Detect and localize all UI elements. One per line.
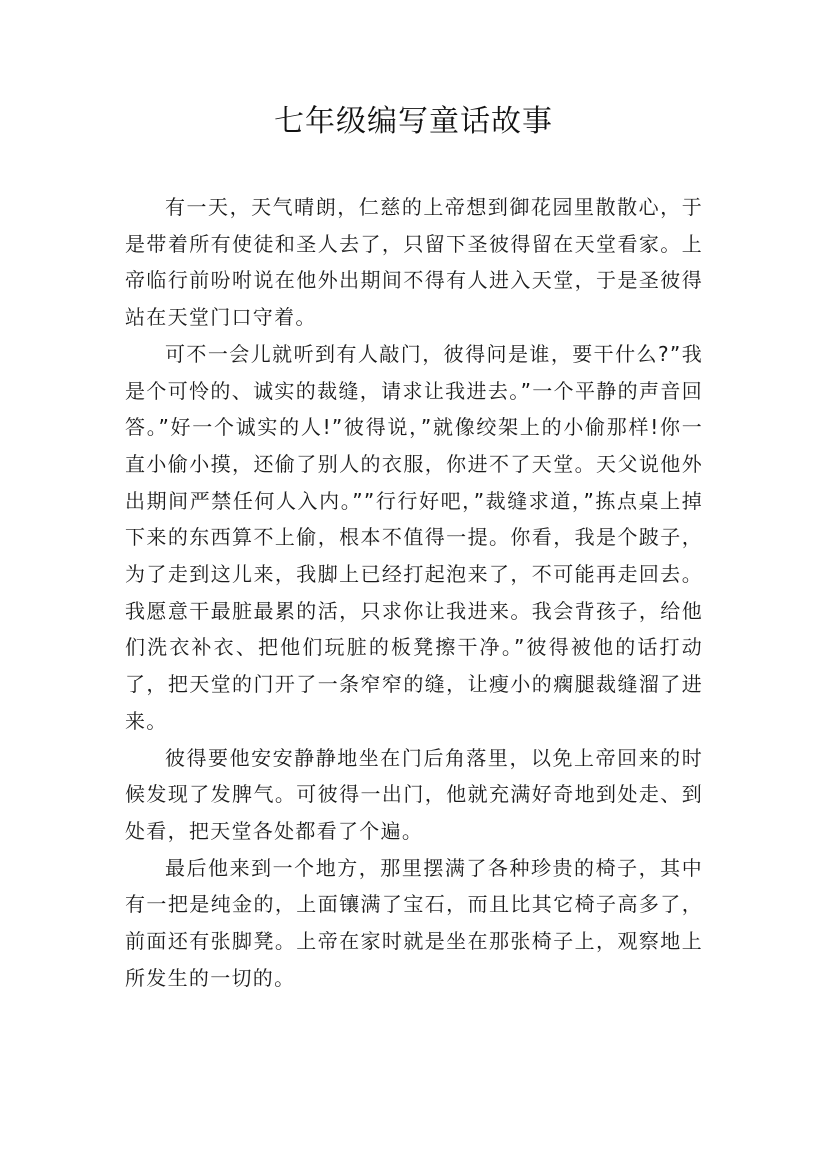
paragraph-1: 有一天，天气晴朗，仁慈的上帝想到御花园里散散心，于是带着所有使徒和圣人去了，只留下圣彼得留在天堂看家。上帝临行前吩咐说在他外出期间不得有人进入天堂，于是圣彼得站在天堂门口守着。 [125,195,703,330]
paragraph-3: 彼得要他安安静静地坐在门后角落里，以免上帝回来的时候发现了发脾气。可彼得一出门，他就充满好奇地到处走、到处看，把天堂各处都看了个遍。 [125,745,703,843]
paragraph-2: 可不一会儿就听到有人敲门，彼得问是谁，要干什么?”我是个可怜的、诚实的裁缝，请求让我进去。”一个平静的声音回答。”好一个诚实的人!”彼得说，”就像绞架上的小偷那样!你一直小偷小摸，还偷了别人的衣服，你进不了天堂。天父说他外出期间严禁任何人入内。””行行好吧，”裁缝求道，”拣点桌上掉下来的东西算不上偷，根本不值得一提。你看，我是个跛子，为了走到这儿来，我脚上已经打起泡来了，不可能再走回去。我愿意干最脏最累的活，只求你让我进来。我会背孩子，给他们洗衣补衣、把他们玩脏的板凳擦干净。”彼得被他的话打动了，把天堂的门开了一条窄窄的缝，让瘦小的瘸腿裁缝溜了进来。 [125,341,703,733]
document-title: 七年级编写童话故事 [274,104,553,139]
document-body [125,189,703,996]
paragraph-4: 最后他来到一个地方，那里摆满了各种珍贵的椅子，其中有一把是纯金的，上面镶满了宝石，而且比其它椅子高多了，前面还有张脚凳。上帝在家时就是坐在那张椅子上，观察地上所发生的一切的。 [125,855,703,990]
